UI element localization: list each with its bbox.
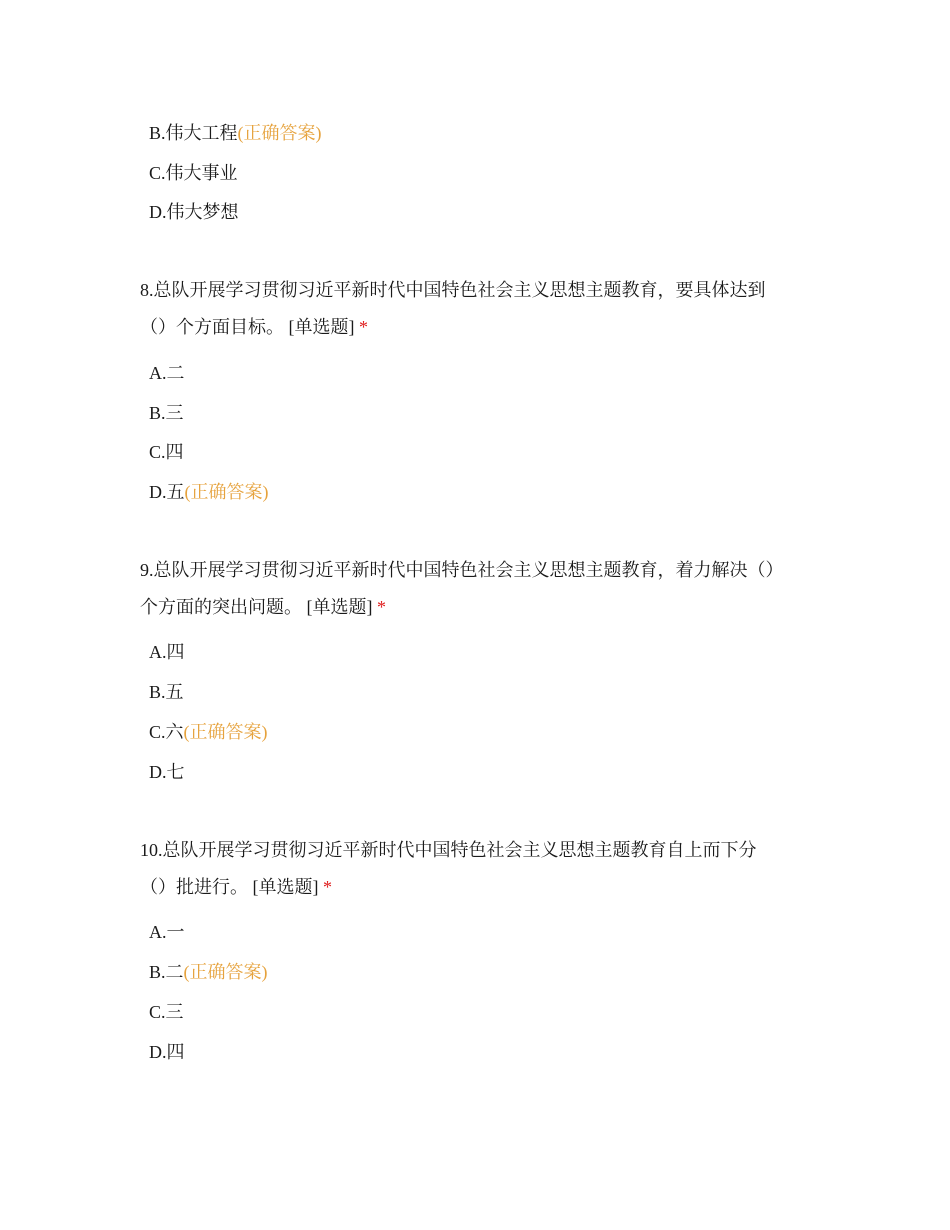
q9-option-b[interactable] — [149, 681, 184, 703]
q9-title-line1: 9.总队开展学习贯彻习近平新时代中国特色社会主义思想主题教育，着力解决（） — [140, 560, 784, 580]
option-text: A.一 — [149, 922, 185, 942]
option-text: C.伟大事业 — [149, 163, 238, 183]
q10-option-a[interactable] — [149, 921, 185, 943]
option-text: B.五 — [149, 682, 184, 702]
q10-option-d[interactable] — [149, 1041, 185, 1063]
q10-option-b[interactable] — [149, 961, 268, 983]
q9-option-c[interactable] — [149, 721, 268, 743]
correct-answer-label: (正确答案) — [183, 962, 268, 982]
q10-title-line2 — [140, 876, 332, 898]
q8-option-d[interactable] — [149, 481, 269, 503]
q8-option-a[interactable] — [149, 362, 185, 384]
correct-answer-label: (正确答案) — [184, 482, 269, 502]
q9-option-a[interactable] — [149, 641, 185, 663]
option-text: D.伟大梦想 — [149, 202, 239, 222]
option-text: C.六 — [149, 722, 184, 742]
q10-option-c[interactable] — [149, 1001, 184, 1023]
q9-title-line2 — [140, 596, 386, 618]
question-text: 个方面的突出问题。 — [140, 597, 302, 617]
question-text: （）个方面目标。 — [140, 317, 284, 337]
option-text: D.七 — [149, 762, 185, 782]
option-text: D.四 — [149, 1042, 185, 1062]
question-type-tag: [单选题] — [288, 317, 355, 337]
option-text: A.二 — [149, 363, 185, 383]
correct-answer-label: (正确答案) — [183, 722, 268, 742]
q10-title-line1: 10.总队开展学习贯彻习近平新时代中国特色社会主义思想主题教育自上而下分 — [140, 840, 757, 860]
option-text: C.四 — [149, 442, 184, 462]
required-mark: * — [323, 877, 332, 897]
option-text: C.三 — [149, 1002, 184, 1022]
question-type-tag: [单选题] — [306, 597, 373, 617]
q7-option-d[interactable] — [149, 201, 239, 223]
q8-title-line2 — [140, 316, 368, 338]
question-text: （）批进行。 — [140, 877, 248, 897]
option-text: B.二 — [149, 962, 184, 982]
q7-option-c[interactable] — [149, 162, 238, 184]
option-text: B.三 — [149, 403, 184, 423]
required-mark: * — [359, 317, 368, 337]
correct-answer-label: (正确答案) — [237, 123, 322, 143]
option-text: A.四 — [149, 642, 185, 662]
q8-title-line1: 8.总队开展学习贯彻习近平新时代中国特色社会主义思想主题教育，要具体达到 — [140, 280, 766, 300]
q9-option-d[interactable] — [149, 761, 185, 783]
question-type-tag: [单选题] — [252, 877, 319, 897]
option-text: D.五 — [149, 482, 185, 502]
q8-option-b[interactable] — [149, 402, 184, 424]
required-mark: * — [377, 597, 386, 617]
option-text: B.伟大工程 — [149, 123, 238, 143]
q8-option-c[interactable] — [149, 441, 184, 463]
q7-option-b[interactable] — [149, 122, 322, 144]
